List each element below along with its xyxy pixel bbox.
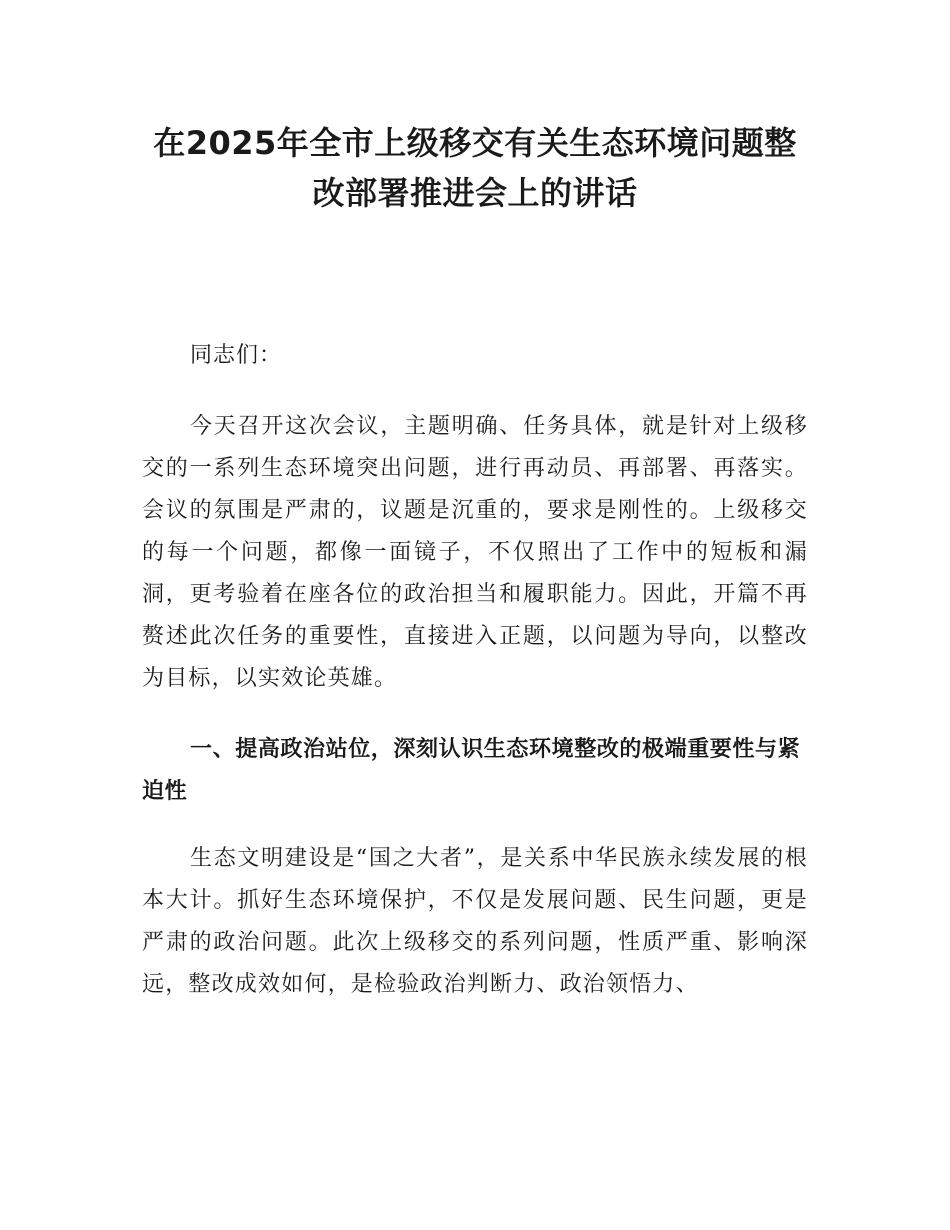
section-heading-1: 一、提高政治站位，深刻认识生态环境整改的极端重要性与紧迫性	[142, 737, 801, 804]
paragraph-opening: 今天召开这次会议，主题明确、任务具体，就是针对上级移交的一系列生态环境突出问题，进行再动员、再部署、再落实。会议的氛围是严肃的，议题是沉重的，要求是刚性的。上级移交的每一个问题，都像一面镜子，不仅照出了工作中的短板和漏洞，更考验着在座各位的政治担当和履职能力。因此，开篇不再赘述此次任务的重要性，直接进入正题，以问题为导向，以整改为目标，以实效论英雄。	[142, 414, 808, 691]
document-title	[142, 118, 808, 218]
salutation: 同志们：	[190, 343, 283, 368]
title-line-2: 改部署推进会上的讲话	[312, 174, 638, 212]
paragraph-section-1: 生态文明建设是“国之大者”，是关系中华民族永续发展的根本大计。抓好生态环境保护，不仅是发展问题、民生问题，更是严肃的政治问题。此次上级移交的系列问题，性质严重、影响深远，整改成效如何，是检验政治判断力、政治领悟力、	[142, 846, 808, 997]
title-line-1: 在2025年全市上级移交有关生态环境问题整	[153, 124, 797, 162]
